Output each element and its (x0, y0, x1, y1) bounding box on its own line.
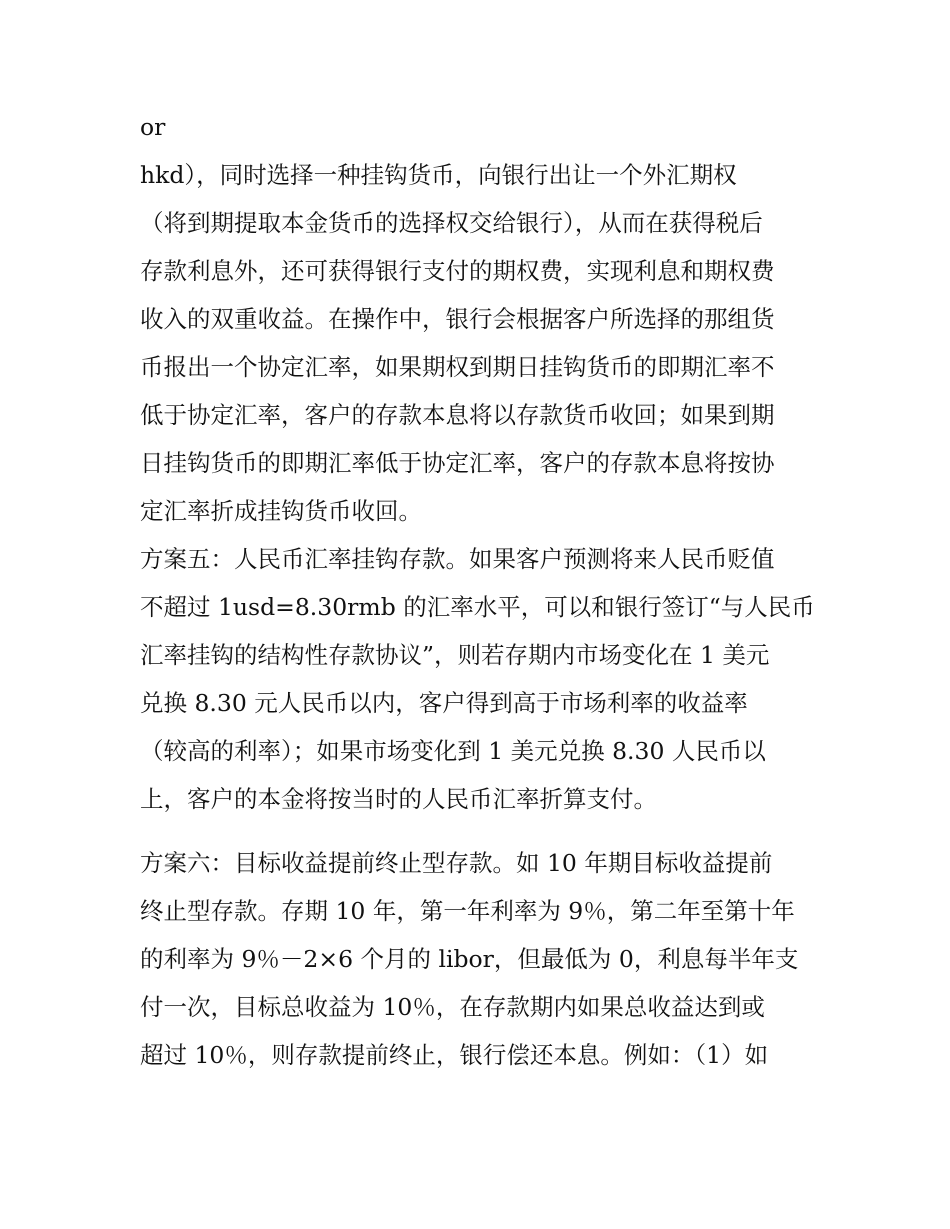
paragraph-heading-line: 方案五：人民币汇率挂钩存款。如果客户预测将来人民币贬值 (140, 545, 775, 573)
text-line: 不超过 1usd=8.30rmb 的汇率水平，可以和银行签订“与人民币 (140, 593, 815, 621)
text-line: 币报出一个协定汇率，如果期权到期日挂钩货币的即期汇率不 (140, 353, 775, 381)
text-line: 上，客户的本金将按当时的人民币汇率折算支付。 (140, 785, 657, 813)
text-line: 收入的双重收益。在操作中，银行会根据客户所选择的那组货 (140, 305, 775, 333)
text-line: 日挂钩货币的即期汇率低于协定汇率，客户的存款本息将按协 (140, 449, 775, 477)
text-line: hkd），同时选择一种挂钩货币，向银行出让一个外汇期权 (140, 161, 737, 189)
text-line: 终止型存款。存期 10 年，第一年利率为 9％，第二年至第十年 (140, 897, 795, 925)
text-line: 汇率挂钩的结构性存款协议”，则若存期内市场变化在 1 美元 (140, 641, 770, 669)
text-line: 低于协定汇率，客户的存款本息将以存款货币收回；如果到期 (140, 401, 775, 429)
text-line: 定汇率折成挂钩货币收回。 (140, 497, 422, 525)
text-line: 存款利息外，还可获得银行支付的期权费，实现利息和期权费 (140, 257, 775, 285)
text-line: 兑换 8.30 元人民币以内，客户得到高于市场利率的收益率 (140, 689, 748, 717)
text-line: 付一次，目标总收益为 10％，在存款期内如果总收益达到或 (140, 993, 765, 1021)
text-line: 超过 10％，则存款提前终止，银行偿还本息。例如：（1）如 (140, 1041, 769, 1069)
paragraph-heading-line: 方案六：目标收益提前终止型存款。如 10 年期目标收益提前 (140, 849, 773, 877)
text-line: （将到期提取本金货币的选择权交给银行），从而在获得税后 (140, 209, 763, 237)
text-line: 的利率为 9％－2×6 个月的 libor，但最低为 0，利息每半年支 (140, 945, 799, 973)
text-line: or (140, 113, 166, 141)
text-line: （较高的利率）；如果市场变化到 1 美元兑换 8.30 人民币以 (140, 737, 766, 765)
